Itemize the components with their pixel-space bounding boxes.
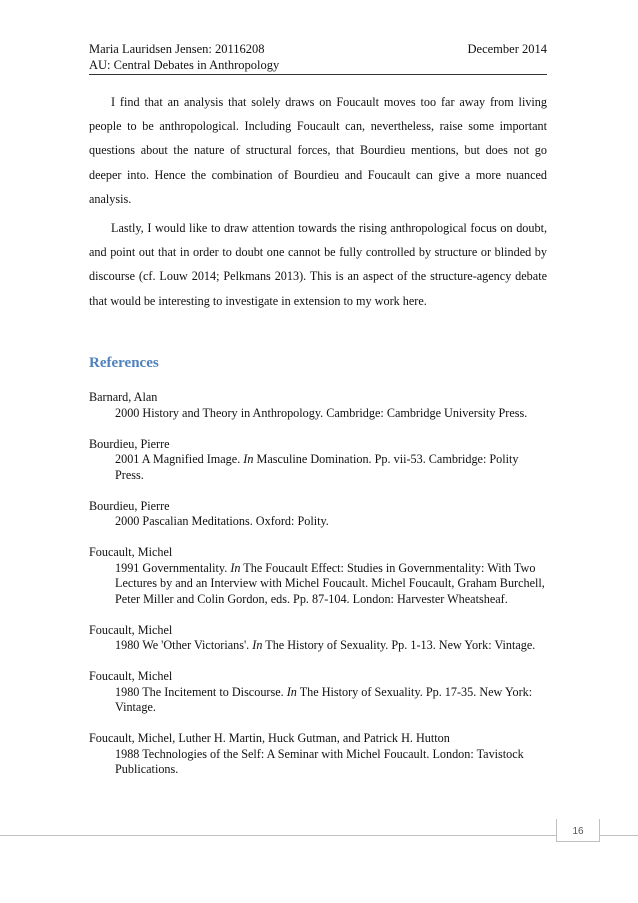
reference-entry [89, 499, 547, 530]
reference-detail: 1991 Governmentality. In The Foucault Effect: Studies in Governmentality: With Two Lectures by and an Interview with Michel Foucault. Michel Foucault, Graham Burchell, Peter Miller and Colin Gordon, eds. Pp. 87-104. London: Harvester Wheatsheaf. [115, 560, 545, 606]
paragraph: I find that an analysis that solely draws on Foucault moves too far away from living people to be anthropological. Including Foucault can, nevertheless, raise some important questions about the nature of structural forces, that Bourdieu mentions, but does not go deeper into. Hence the combination of Bourdieu and Foucault can give a more nuanced analysis. [89, 95, 547, 206]
header-date: December 2014 [467, 42, 547, 56]
references-list [89, 390, 547, 793]
reference-detail: 1980 We 'Other Victorians'. In The History of Sexuality. Pp. 1-13. New York: Vintage. [115, 638, 536, 652]
course-line: AU: Central Debates in Anthropology [89, 58, 280, 72]
reference-detail: 1980 The Incitement to Discourse. In The History of Sexuality. Pp. 17-35. New York: Vintage. [115, 684, 533, 714]
reference-author: Barnard, Alan [89, 390, 158, 404]
body-text [89, 90, 547, 318]
reference-author: Bourdieu, Pierre [89, 498, 170, 513]
author-line: Maria Lauridsen Jensen: 20116208 [89, 42, 265, 56]
reference-detail: 2001 A Magnified Image. In Masculine Domination. Pp. vii-53. Cambridge: Polity Press. [115, 452, 519, 482]
footer-divider [0, 835, 638, 836]
reference-entry [89, 669, 547, 716]
reference-author: Foucault, Michel [89, 622, 173, 637]
reference-detail: 1988 Technologies of the Self: A Seminar with Michel Foucault. London: Tavistock Publications. [115, 746, 524, 776]
references-heading: References [89, 355, 159, 371]
reference-entry [89, 437, 547, 484]
reference-author: Bourdieu, Pierre [89, 436, 170, 451]
reference-entry [89, 545, 547, 607]
reference-detail: 2000 History and Theory in Anthropology. Cambridge: Cambridge University Press. [115, 405, 528, 420]
reference-author: Foucault, Michel [89, 669, 173, 683]
reference-author: Foucault, Michel, Luther H. Martin, Huck Gutman, and Patrick H. Hutton [89, 731, 450, 745]
reference-entry [89, 731, 547, 778]
page-header [89, 41, 547, 75]
page-number: 16 [556, 819, 600, 842]
reference-entry [89, 390, 547, 421]
reference-entry [89, 623, 547, 654]
reference-detail: 2000 Pascalian Meditations. Oxford: Polity. [115, 514, 329, 528]
paragraph: Lastly, I would like to draw attention towards the rising anthropological focus on doubt, and point out that in order to doubt one cannot be fully controlled by structure or blinded by discourse (cf. Louw 2014; Pelkmans 2013). This is an aspect of the structure-agency debate that would be interesting to investigate in extension to my work here. [89, 221, 547, 308]
reference-author: Foucault, Michel [89, 545, 173, 559]
